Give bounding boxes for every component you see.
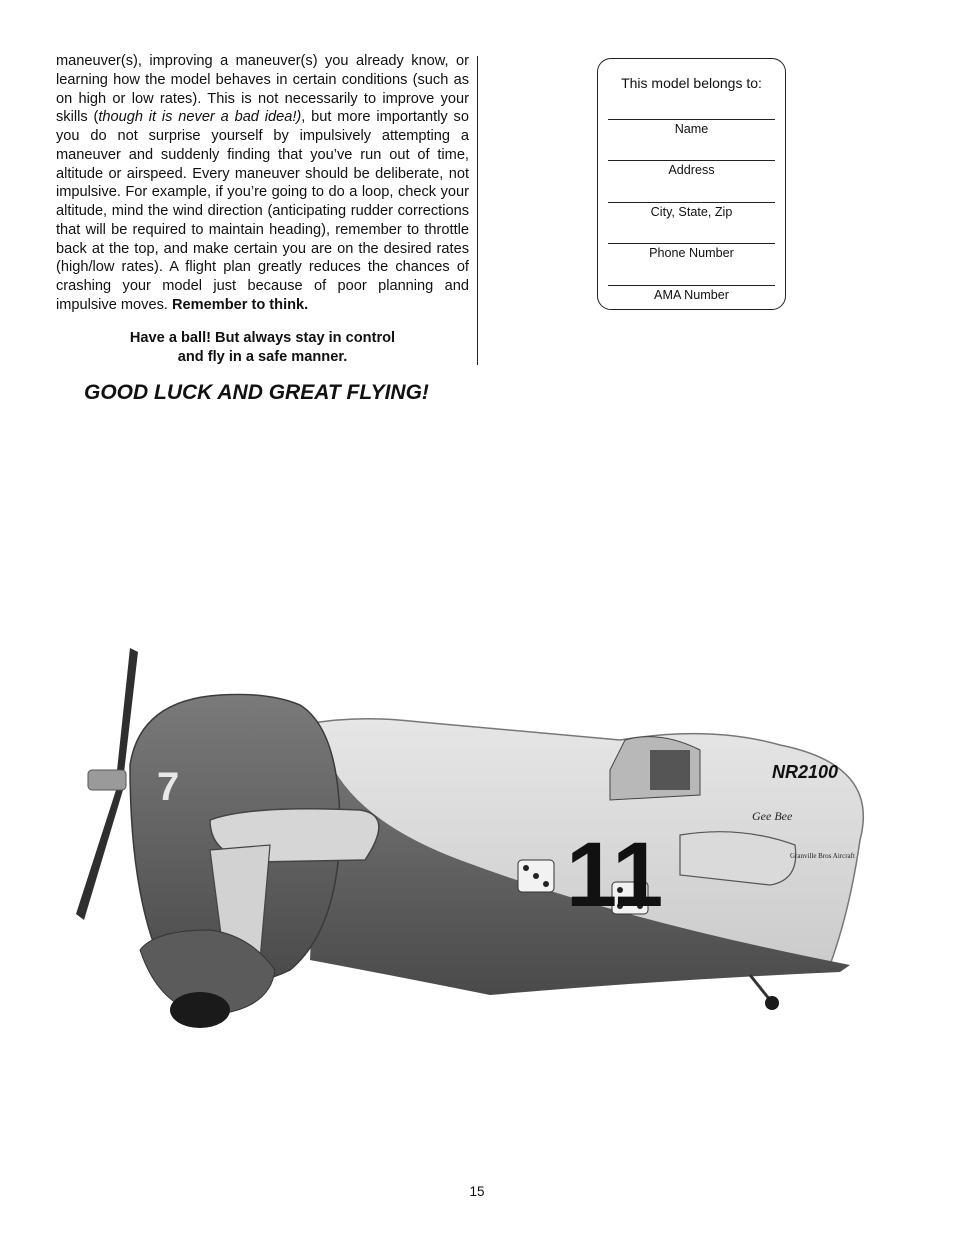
owner-info-box <box>597 58 786 310</box>
closing-line-2: and fly in a safe manner. <box>177 348 348 365</box>
owner-field-address: Address <box>608 160 775 177</box>
owner-field-ama-number: AMA Number <box>608 285 775 302</box>
owner-field-name: Name <box>608 119 775 136</box>
page-number: 15 <box>469 1184 485 1199</box>
owner-field-phone: Phone Number <box>608 243 775 260</box>
body-paragraph <box>56 52 469 315</box>
body-text-italic: though it is never a bad idea!) <box>98 109 302 126</box>
column-divider <box>477 56 478 365</box>
body-text-bold: Remember to think. <box>171 296 309 313</box>
airplane-photo <box>60 630 900 1050</box>
tail-logo-text: Gee Bee <box>752 809 793 823</box>
maker-text: Granville Bros Aircraft <box>790 852 855 860</box>
closing-line-1: Have a ball! But always stay in control <box>129 330 396 346</box>
nose-number-text: 7 <box>157 765 180 809</box>
tail-registration-text: NR2100 <box>772 762 839 782</box>
good-luck-heading: GOOD LUCK AND GREAT FLYING! <box>84 381 429 404</box>
owner-box-title: This model belongs to: <box>621 75 762 91</box>
race-number-text: 11 <box>566 824 664 926</box>
body-text-run: maneuver(s), improving a maneuver(s) you already know, or learning how the model behaves in certain conditions (such as on high or low rates). This is not necessarily to improve your skills ( <box>56 53 469 126</box>
closing-statement <box>56 329 469 366</box>
body-text-run: , but more importantly so you do not surprise yourself by impulsively attempting a maneuver and suddenly finding that you’ve run out of time, altitude or airspeed. Every maneuver should be deliberate, not impulsive. For example, if you’re going to do a loop, check your altitude, mind the wind direction (anticipating rudder corrections that will be required to maintain heading), remember to throttle back at the top, and make certain you are on the desired rates (high/low rates). A flight plan greatly reduces the chances of crashing your model just because of poor planning and impulsive moves. <box>56 109 469 313</box>
body-text <box>56 52 469 315</box>
owner-field-city-state-zip: City, State, Zip <box>608 202 775 219</box>
